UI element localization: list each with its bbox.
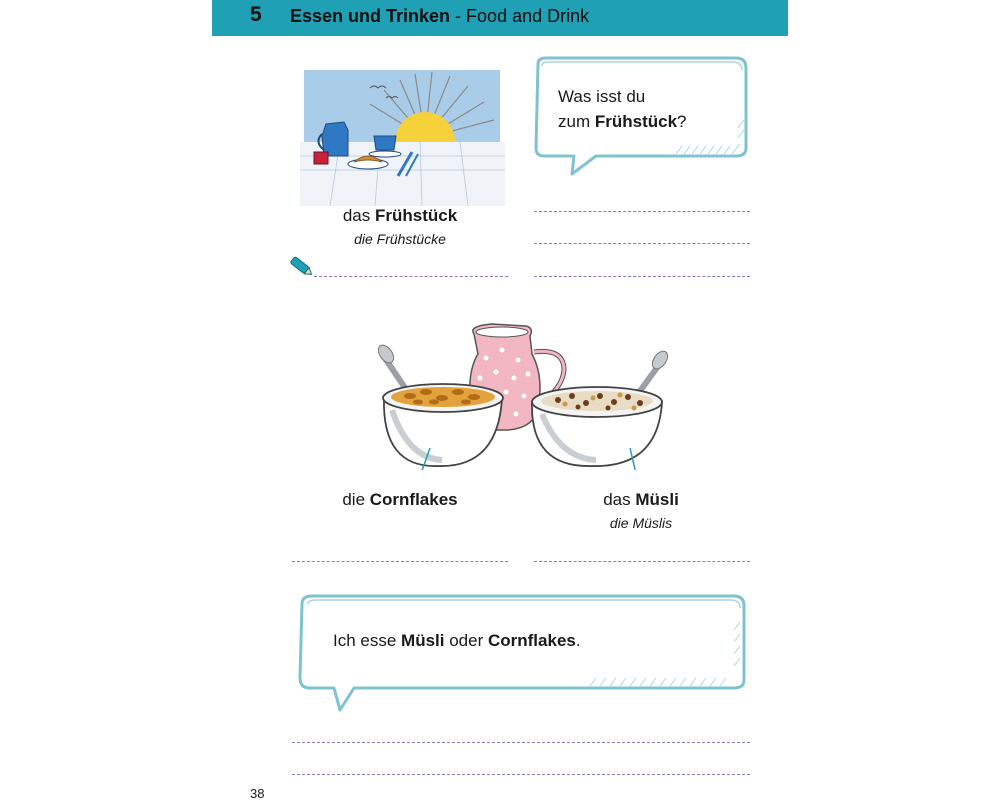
word-cornflakes: die Cornflakes (342, 490, 458, 509)
cereal-illustration (368, 318, 674, 470)
writing-line (534, 561, 750, 562)
pencil-icon (288, 255, 316, 279)
chapter-title: Essen und Trinken - Food and Drink (290, 6, 590, 26)
writing-line (314, 276, 508, 277)
plural-muesli: die Müslis (609, 515, 673, 531)
writing-line (534, 243, 750, 244)
word-breakfast: das Frühstück (342, 206, 458, 225)
word-muesli: das Müsli (603, 490, 679, 509)
writing-line (292, 561, 508, 562)
chapter-title-english: Food and Drink (466, 6, 590, 26)
writing-line (534, 211, 750, 212)
question-text: Was isst du zum Frühstück? (558, 87, 687, 131)
page-number: 38 (250, 786, 265, 801)
writing-line (292, 742, 750, 743)
chapter-number: 5 (250, 3, 262, 26)
plural-breakfast: die Frühstücke (354, 231, 446, 247)
speech-bubble-answer (290, 590, 750, 716)
breakfast-illustration (300, 66, 505, 206)
writing-line (292, 774, 750, 775)
writing-line (534, 276, 750, 277)
chapter-header (212, 0, 788, 36)
chapter-title-german: Essen und Trinken (290, 6, 451, 26)
answer-text: Ich esse Müsli oder Cornflakes. (333, 631, 581, 650)
